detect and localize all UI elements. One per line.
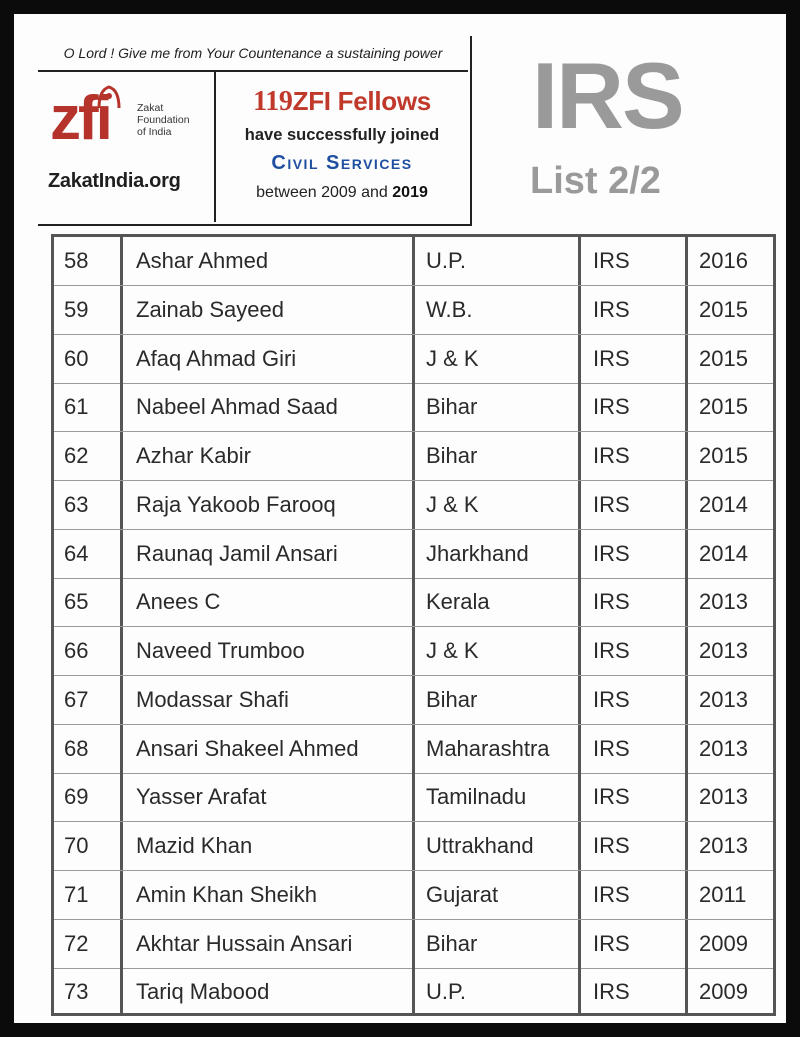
- cell-year: 2015: [699, 345, 748, 371]
- cell-number: 72: [54, 920, 123, 968]
- cell-state: Uttrakhand: [415, 822, 581, 870]
- cell-year: 2009: [699, 979, 748, 1005]
- cell-state: Tamilnadu: [415, 773, 581, 821]
- cell-service: IRS: [581, 871, 688, 919]
- cell-number: 66: [54, 627, 123, 675]
- cell-state: Kerala: [415, 578, 581, 626]
- table-row: [54, 725, 773, 774]
- fellows-headline: [216, 86, 468, 118]
- cell-name: Anees C: [123, 578, 415, 626]
- service-title: IRS: [532, 43, 683, 148]
- cell-service: IRS: [581, 286, 688, 334]
- cell-name: Amin Khan Sheikh: [123, 871, 415, 919]
- table-row: [54, 432, 773, 481]
- fellows-banner: [216, 72, 468, 222]
- cell-service: IRS: [581, 578, 688, 626]
- cell-state: Bihar: [415, 676, 581, 724]
- cell-year: 2013: [699, 735, 748, 761]
- cell-number: 63: [54, 481, 123, 529]
- cell-number: 61: [54, 383, 123, 431]
- cell-number: 69: [54, 773, 123, 821]
- table-row: [54, 773, 773, 822]
- cell-state: J & K: [415, 627, 581, 675]
- cell-name: Tariq Mabood: [123, 968, 415, 1016]
- cell-state: Bihar: [415, 432, 581, 480]
- cell-state: Bihar: [415, 920, 581, 968]
- list-label: List 2/2: [530, 160, 661, 202]
- cell-number: 65: [54, 578, 123, 626]
- fellows-table: [51, 234, 776, 1016]
- cell-name: Ansari Shakeel Ahmed: [123, 725, 415, 773]
- cell-number: 73: [54, 968, 123, 1016]
- table-row: [54, 383, 773, 432]
- cell-number: 70: [54, 822, 123, 870]
- cell-number: 59: [54, 286, 123, 334]
- cell-year: 2016: [699, 248, 748, 273]
- cell-name: Yasser Arafat: [123, 773, 415, 821]
- motto-text: O Lord ! Give me from Your Countenance a sustaining power: [38, 36, 468, 72]
- fellows-subline: have successfully joined: [244, 126, 440, 144]
- table-row: [54, 920, 773, 969]
- cell-name: Raja Yakoob Farooq: [123, 481, 415, 529]
- cell-name: Ashar Ahmed: [123, 237, 415, 285]
- cell-number: 62: [54, 432, 123, 480]
- cell-number: 60: [54, 335, 123, 383]
- table-row: [54, 627, 773, 676]
- cell-service: IRS: [581, 335, 688, 383]
- cell-state: Jharkhand: [415, 530, 581, 578]
- cell-name: Afaq Ahmad Giri: [123, 335, 415, 383]
- cell-service: IRS: [581, 383, 688, 431]
- cell-year: 2009: [699, 930, 748, 956]
- cell-year: 2013: [699, 833, 748, 858]
- cell-year: 2013: [699, 589, 748, 615]
- poster-content: [38, 36, 789, 1024]
- cell-service: IRS: [581, 481, 688, 529]
- table-row: [54, 237, 773, 286]
- cell-name: Modassar Shafi: [123, 676, 415, 724]
- table-row: [54, 871, 773, 920]
- foundation-line: Foundation: [137, 114, 190, 126]
- cell-service: IRS: [581, 822, 688, 870]
- cell-service: IRS: [581, 773, 688, 821]
- cell-number: 68: [54, 725, 123, 773]
- cell-number: 58: [54, 237, 123, 285]
- foundation-line: Zakat: [137, 102, 164, 114]
- cell-year: 2013: [699, 638, 748, 663]
- table-row: [54, 578, 773, 627]
- fellows-title: ZFI Fellows: [292, 86, 431, 116]
- foundation-name: [137, 102, 207, 138]
- cell-service: IRS: [581, 432, 688, 480]
- cell-name: Naveed Trumboo: [123, 627, 415, 675]
- cell-name: Akhtar Hussain Ansari: [123, 920, 415, 968]
- table-row: [54, 968, 773, 1017]
- logo-mark: zfi: [50, 84, 110, 153]
- cell-service: IRS: [581, 725, 688, 773]
- cell-service: IRS: [581, 920, 688, 968]
- website-url: ZakatIndia.org: [48, 170, 181, 192]
- fellows-period: [216, 184, 468, 202]
- header-box: [38, 36, 472, 226]
- table-row: [54, 822, 773, 871]
- cell-year: 2015: [699, 394, 748, 420]
- cell-name: Zainab Sayeed: [123, 286, 415, 334]
- cell-service: IRS: [581, 237, 688, 285]
- cell-service: IRS: [581, 530, 688, 578]
- cell-number: 67: [54, 676, 123, 724]
- cell-number: 71: [54, 871, 123, 919]
- table-row: [54, 530, 773, 579]
- cell-state: J & K: [415, 481, 581, 529]
- table-row: [54, 335, 773, 384]
- table-row: [54, 676, 773, 725]
- cell-state: U.P.: [415, 237, 581, 285]
- fellows-count: 119: [253, 86, 293, 117]
- cell-service: IRS: [581, 627, 688, 675]
- cell-state: Maharashtra: [415, 725, 581, 773]
- cell-state: Gujarat: [415, 871, 581, 919]
- cell-year: 2015: [699, 443, 748, 468]
- cell-service: IRS: [581, 676, 688, 724]
- cell-year: 2014: [699, 540, 748, 566]
- cell-state: J & K: [415, 335, 581, 383]
- period-end-year: 2019: [392, 184, 428, 201]
- cell-year: 2013: [699, 784, 748, 810]
- cell-year: 2014: [699, 491, 748, 517]
- cell-state: W.B.: [415, 286, 581, 334]
- cell-state: U.P.: [415, 968, 581, 1016]
- foundation-line: of India: [137, 126, 172, 138]
- period-text: between 2009 and: [256, 184, 388, 201]
- cell-year: 2015: [699, 296, 748, 322]
- cell-service: IRS: [581, 968, 688, 1016]
- cell-state: Bihar: [415, 383, 581, 431]
- cell-name: Nabeel Ahmad Saad: [123, 383, 415, 431]
- cell-year: 2013: [699, 686, 748, 712]
- civil-services-label: Civil Services: [271, 152, 413, 174]
- cell-name: Raunaq Jamil Ansari: [123, 530, 415, 578]
- cell-name: Mazid Khan: [123, 822, 415, 870]
- table-row: [54, 286, 773, 335]
- cell-number: 64: [54, 530, 123, 578]
- zfi-logo: [38, 72, 216, 222]
- table-row: [54, 481, 773, 530]
- cell-year: 2011: [699, 881, 747, 907]
- cell-name: Azhar Kabir: [123, 432, 415, 480]
